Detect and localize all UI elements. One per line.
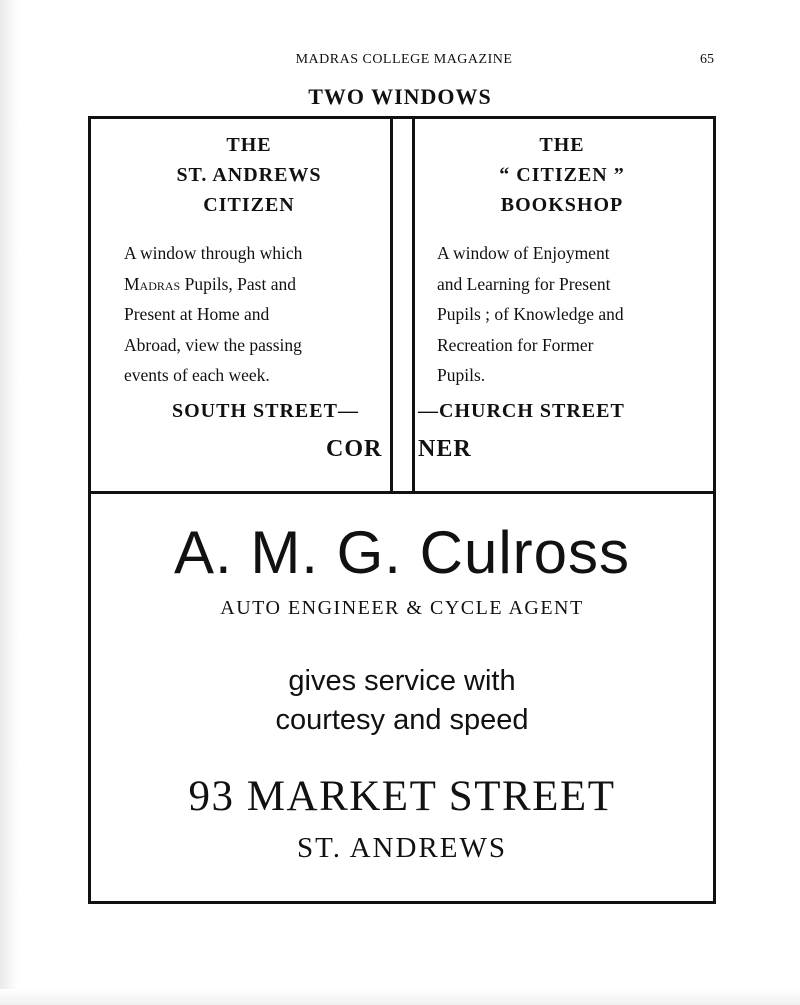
column-divider-right (412, 116, 415, 491)
left-column-body (124, 238, 374, 391)
left-body-line: A window through which (124, 243, 303, 263)
advert-business-name: A. M. G. Culross (173, 519, 631, 586)
left-body-line: Present at Home and (124, 304, 270, 324)
advert-trade: AUTO ENGINEER & CYCLE AGENT (220, 597, 584, 619)
right-column-body (437, 238, 687, 391)
page-edge-shadow (0, 0, 18, 1005)
advert-address: 93 MARKET STREET (188, 773, 616, 820)
right-column (437, 130, 687, 391)
right-body-line: and Learning for Present (437, 273, 611, 294)
right-column-heading (437, 130, 687, 220)
column-divider-left (390, 116, 393, 491)
left-body-line: events of each week. (124, 365, 270, 385)
page-number: 65 (700, 52, 714, 67)
right-heading-line: THE (539, 134, 585, 156)
frame-bottom-rule (88, 901, 716, 904)
left-heading-line: CITIZEN (203, 194, 295, 216)
left-column-heading (124, 130, 374, 220)
corner-left-part: COR (326, 436, 383, 462)
right-body-line: Pupils ; of Knowledge and (437, 304, 624, 324)
left-body-line: Madras Pupils, Past and (124, 273, 296, 294)
corner-right-part: NER (418, 436, 472, 462)
advert-town: ST. ANDREWS (297, 832, 507, 864)
advert-slogan-line: courtesy and speed (275, 704, 529, 736)
frame-middle-rule (88, 491, 716, 494)
left-column (124, 130, 374, 391)
running-head: MADRAS COLLEGE MAGAZINE (295, 52, 513, 67)
church-street-label: —CHURCH STREET (418, 400, 625, 422)
frame-top-rule (88, 116, 716, 119)
page-bottom-shadow (0, 989, 800, 1005)
frame-left-rule (88, 116, 91, 904)
advert-slogan-line: gives service with (288, 665, 516, 697)
left-body-line: Abroad, view the passing (124, 334, 302, 355)
right-body-line: A window of Enjoyment (437, 243, 610, 263)
section-title: TWO WINDOWS (308, 84, 492, 109)
right-body-line: Pupils. (437, 365, 486, 385)
left-heading-line: ST. ANDREWS (176, 164, 322, 186)
left-heading-line: THE (226, 134, 272, 156)
frame-right-rule (713, 116, 716, 904)
south-street-label: SOUTH STREET— (172, 400, 359, 422)
madras-smallcaps: Madras (124, 273, 181, 294)
right-body-line: Recreation for Former (437, 334, 594, 355)
right-heading-line: “ CITIZEN ” (499, 164, 625, 186)
advert-slogan (92, 662, 712, 740)
right-heading-line: BOOKSHOP (500, 194, 624, 216)
